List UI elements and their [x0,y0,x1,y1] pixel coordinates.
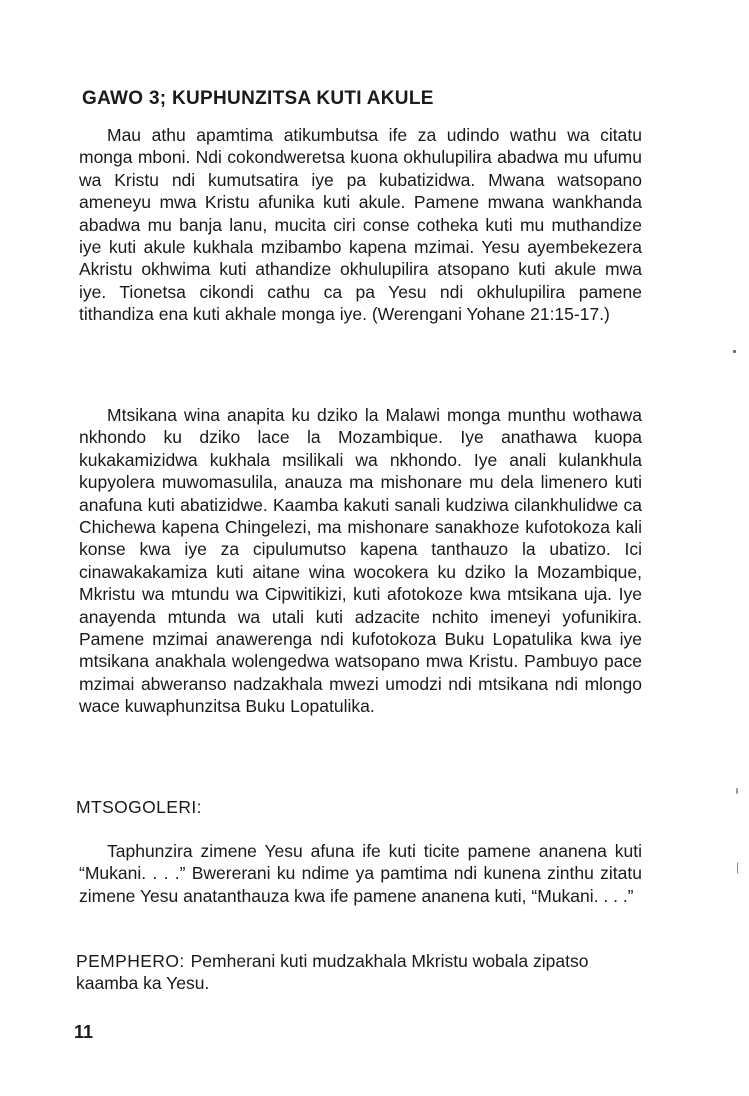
prayer-section [76,950,642,995]
scan-speck [733,350,736,353]
leader-label: MTSOGOLERI: [76,797,202,817]
scan-speck [736,788,738,794]
section-heading: GAWO 3; KUPHUNZITSA KUTI AKULE [82,88,434,109]
leader-text: Taphunzira zimene Yesu afuna ife kuti ticite pamene ananena kuti “Mukani. . . .” Bwererani ku ndime ya pamtima ndi kunena zinthu zitatu zimene Yesu anatanthauza kwa ife pamene ananena kuti, “Mukani. . . .” [79,841,642,906]
prayer-label: PEMPHERO: [76,951,185,971]
paragraph-story: Mtsikana wina anapita ku dziko la Malawi monga munthu wothawa nkhondo ku dziko lace la Mozambique. Iye anathawa kuopa kukakamizidwa kukhala msilikali wa nkhondo. Iye anali kulankhula kupyolera muwomasulila, anauza ma mishonare mu dela limenero kuti anafuna kuti abatizidwe. Kaamba kakuti sanali kudziwa cilankhulidwe ca Chichewa kapena Chingelezi, ma mishonare sanakhoze kufotokoza kali konse kwa iye za cipulumutso kapena tanthauzo la ubatizo. Ici cinawakakamiza kuti aitane wina wocokera ku dziko la Mozambique, Mkristu wa mtundu wa Cipwitikizi, kuti afotokoze kwa mtsikana uja. Iye anayenda mtunda wa utali kuti adzacite nchito imeneyi yofunikira. Pamene mzimai anawerenga ndi kufotokoza Buku Lopatulika kwa iye mtsikana anakhala wolengedwa watsopano mwa Kristu. Pambuyo pace mzimai abweranso nadzakhala mwezi umodzi ndi mtsikana ndi mlongo wace kuwaphunzitsa Buku Lopatulika. [79,405,642,717]
prayer-text: Pemherani kuti mudzakhala Mkristu wobala zipatso kaamba ka Yesu. [76,951,589,994]
page-number: 11 [74,1022,94,1042]
paragraph-intro: Mau athu apamtima atikumbutsa ife za udindo wathu wa citatu monga mboni. Ndi cokondweretsa kuona okhulupilira abadwa mu ufumu wa Kristu ndi kumutsatira iye pa kubatizidwa. Mwana watsopano ameneyu mwa Kristu afunika kuti akule. Pamene mwana wankhanda abadwa mu banja lanu, mucita ciri conse cotheka kuti mu muthandize iye kuti akule kukhala mzibambo kapena mzimai. Yesu ayembekezera Akristu okhwima kuti athandize okhulupilira atsopano kuti akule mwa iye. Tionetsa cikondi cathu ca pa Yesu ndi okhulupilira pamene tithandiza ena kuti akhale monga iye. (Werengani Yohane 21:15-17.) [79,125,642,325]
scan-speck [737,862,741,874]
